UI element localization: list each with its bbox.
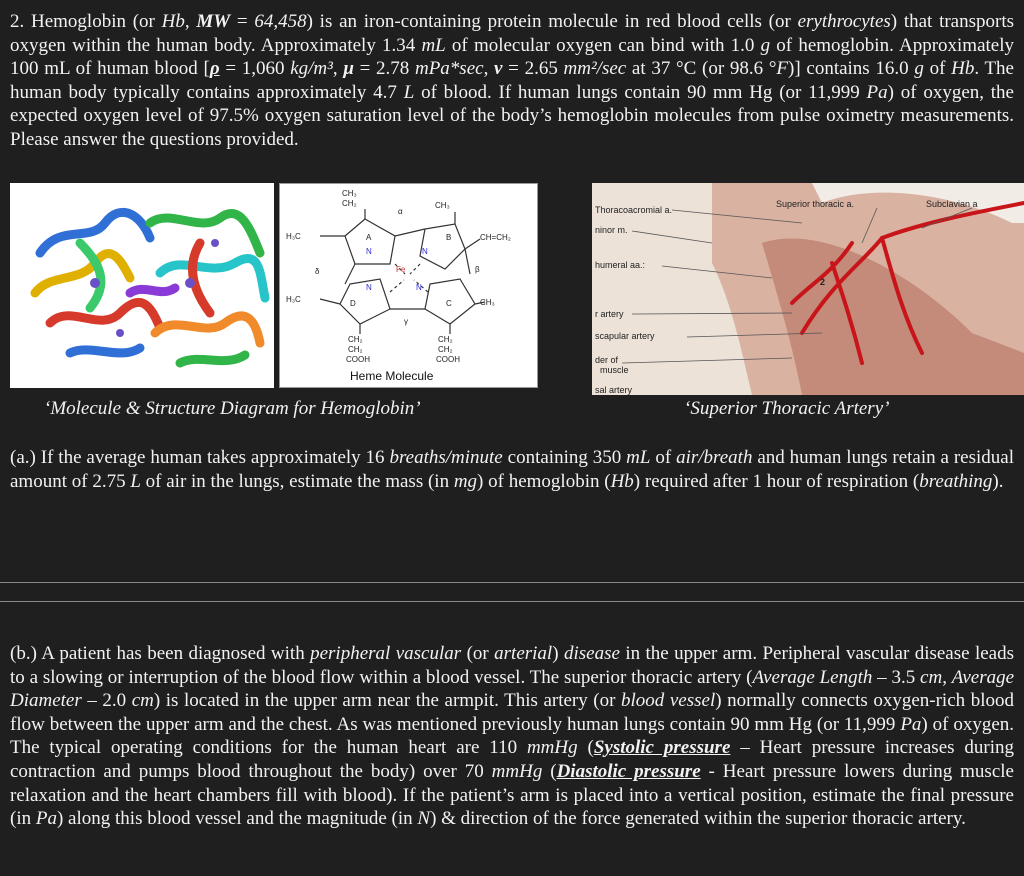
heme-label: COOH [346, 355, 370, 364]
heme-label: CH=CH₂ [480, 233, 511, 242]
heme-label: CH₂ [438, 345, 453, 354]
heme-label: C [446, 299, 452, 308]
superior-thoracic-artery-illustration [592, 183, 1024, 395]
heme-label: δ [315, 267, 320, 276]
heme-label: N [366, 247, 372, 256]
artery-label: ninor m. [595, 225, 628, 235]
heme-label: H₃C [286, 232, 301, 241]
heme-title: Heme Molecule [350, 369, 434, 383]
heme-label: CH₃ [342, 189, 357, 198]
divider [0, 582, 1024, 583]
heme-label: CH₂ [438, 335, 453, 344]
heme-label: B [446, 233, 452, 242]
question-b: (b.) A patient has been diagnosed with peripheral vascular (or arterial) disease in the upper arm. Peripheral vascular disease leads to a slowing or interruption of the blood flow within a blood vessel. The superior thoracic artery (Average Length – 3.5 cm, Average Diameter – 2.0 cm) is located in the upper arm near the armpit. This artery (or blood vessel) normally connects oxygen-rich blood flow between the upper arm and the chest. As was mentioned previously human lungs contain 90 mm Hg (or 11,999 Pa) of oxygen. The typical operating conditions for the human heart are 110 mmHg (Systolic pressure – Heart pressure increases during contraction and pumps blood throughout the body) over 70 mmHg (Diastolic pressure - Heart pressure lowers during muscle relaxation and the heart chambers fill with blood). If the patient’s arm is placed into a vertical position, estimate the final pressure (in Pa) along this blood vessel and the magnitude (in N) & direction of the force generated within the superior thoracic artery. [10, 643, 1015, 830]
artery-label: Thoracoacromial a. [595, 205, 673, 215]
heme-label: COOH [436, 355, 460, 364]
heme-label: α [398, 207, 403, 216]
problem-intro: 2. Hemoglobin (or Hb, MW = 64,458) is an iron-containing protein molecule in red blood cells (or erythrocytes) that transports oxygen within the human body. Approximately 1.34 mL of molecular oxygen can bind with 1.0 g of hemoglobin. Approximately 100 mL of human blood [ρ = 1,060 kg/m³, μ = 2.78 mPa*sec, ν = 2.65 mm²/sec at 37 °C (or 98.6 °F)] contains 16.0 g of Hb. The human body typically contains approximately 4.7 L of blood. If human lungs contain 90 mm Hg (or 11,999 Pa) of oxygen, the expected oxygen level of 97.5% oxygen saturation level of the body’s hemoglobin molecules from pulse oximetry measurements. Please answer the questions provided. [10, 11, 1015, 150]
heme-label: CH₂ [342, 199, 357, 208]
heme-label: D [350, 299, 356, 308]
artery-label: der of [595, 355, 619, 365]
heme-label: H₃C [286, 295, 301, 304]
heme-label: Fe [396, 265, 406, 274]
left-figure-caption: ‘Molecule & Structure Diagram for Hemoglobin’ [44, 398, 421, 419]
artery-label: sal artery [595, 385, 633, 395]
artery-label: scapular artery [595, 331, 655, 341]
heme-label: CH₂ [348, 345, 363, 354]
artery-label: muscle [600, 365, 629, 375]
artery-label: r artery [595, 309, 624, 319]
question-a: (a.) If the average human takes approximately 16 breaths/minute containing 350 mL of air/breath and human lungs retain a residual amount of 2.75 L of air in the lungs, estimate the mass (in mg) of hemoglobin (Hb) required after 1 hour of respiration (breathing). [10, 447, 1014, 492]
heme-label: N [422, 247, 428, 256]
divider [0, 601, 1024, 602]
heme-label: CH₂ [348, 335, 363, 344]
artery-label: 2 [820, 277, 826, 287]
heme-molecule-diagram [279, 183, 538, 388]
heme-label: N [366, 283, 372, 292]
artery-label: humeral aa.: [595, 260, 646, 270]
heme-label: CH₃ [435, 201, 450, 210]
hemoglobin-ribbon-image [10, 183, 274, 388]
heme-label: N [416, 283, 422, 292]
heme-label: β [475, 265, 480, 274]
heme-label: CH₃ [480, 298, 495, 307]
artery-label: Subclavian a [926, 199, 978, 209]
right-figure-caption: ‘Superior Thoracic Artery’ [684, 398, 890, 419]
heme-label: A [366, 233, 372, 242]
heme-label: γ [404, 317, 408, 326]
artery-label: Superior thoracic a. [776, 199, 855, 209]
